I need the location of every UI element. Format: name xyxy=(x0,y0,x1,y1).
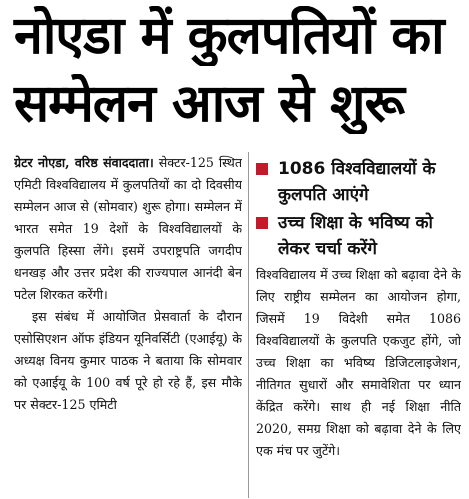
square-bullet-icon xyxy=(256,217,268,229)
article-left-column xyxy=(14,152,242,498)
paragraph-1: सेक्टर-125 स्थित एमिटी विश्वविद्यालय में कुलपतियों का दो दिवसीय सम्मेलन आज से (सोमवार) शुरू होगा। सम्मेलन में भारत समेत 19 देशों के विश्वविद्यालयों के कुलपति हिस्सा लेंगे। इसमें उपराष्ट्रपति जगदीप धनखड़ और उत्तर प्रदेश की राज्यपाल आनंदी बेन पटेल शिरकत करेंगी। xyxy=(14,155,242,302)
paragraph-3: विश्वविद्यालय में उच्च शिक्षा को बढ़ावा देने के लिए राष्ट्रीय सम्मेलन का आयोजन होगा, जिसमें 19 विदेशी समेत 1086 विश्वविद्यालयों के कुलपति एकजुट होंगे, जो उच्च शिक्षा का भविष्य डिजिटलाइजेशन, नीतिगत सुधारों और समावेशिता पर ध्यान केंद्रित करेंगे। साथ ही नई शिक्षा नीति 2020, समग्र शिक्षा को बढ़ावा देने के लिए एक मंच पर जुटेंगे। xyxy=(256,267,461,458)
square-bullet-icon xyxy=(256,163,268,175)
highlight-text: उच्च शिक्षा के भविष्य को लेकर चर्चा करेंगे xyxy=(278,213,433,259)
headline-line-2: सम्मेलन आज से शुरू xyxy=(14,74,404,134)
paragraph-2: इस संबंध में आयोजित प्रेसवार्ता के दौरान एसोसिएशन ऑफ इंडियन यूनिवर्सिटी (एआईयू) के अध्यक्ष विनय कुमार पाठक ने बताया कि सोमवार को एआईयू के 100 वर्ष पूरे हो रहे हैं, इस मौके पर सेक्टर-125 एमिटी xyxy=(14,309,242,412)
article-right-column xyxy=(256,264,461,498)
highlights-box xyxy=(256,156,461,264)
highlight-item xyxy=(256,210,461,262)
highlight-item xyxy=(256,156,461,208)
highlight-text: 1086 विश्वविद्यालयों के कुलपति आएंगे xyxy=(278,159,436,205)
byline: ग्रेटर नोएडा, वरिष्ठ संवाददाता। xyxy=(14,155,154,170)
column-divider xyxy=(248,152,249,498)
headline-line-1: नोएडा में कुलपतियों का xyxy=(14,6,444,66)
